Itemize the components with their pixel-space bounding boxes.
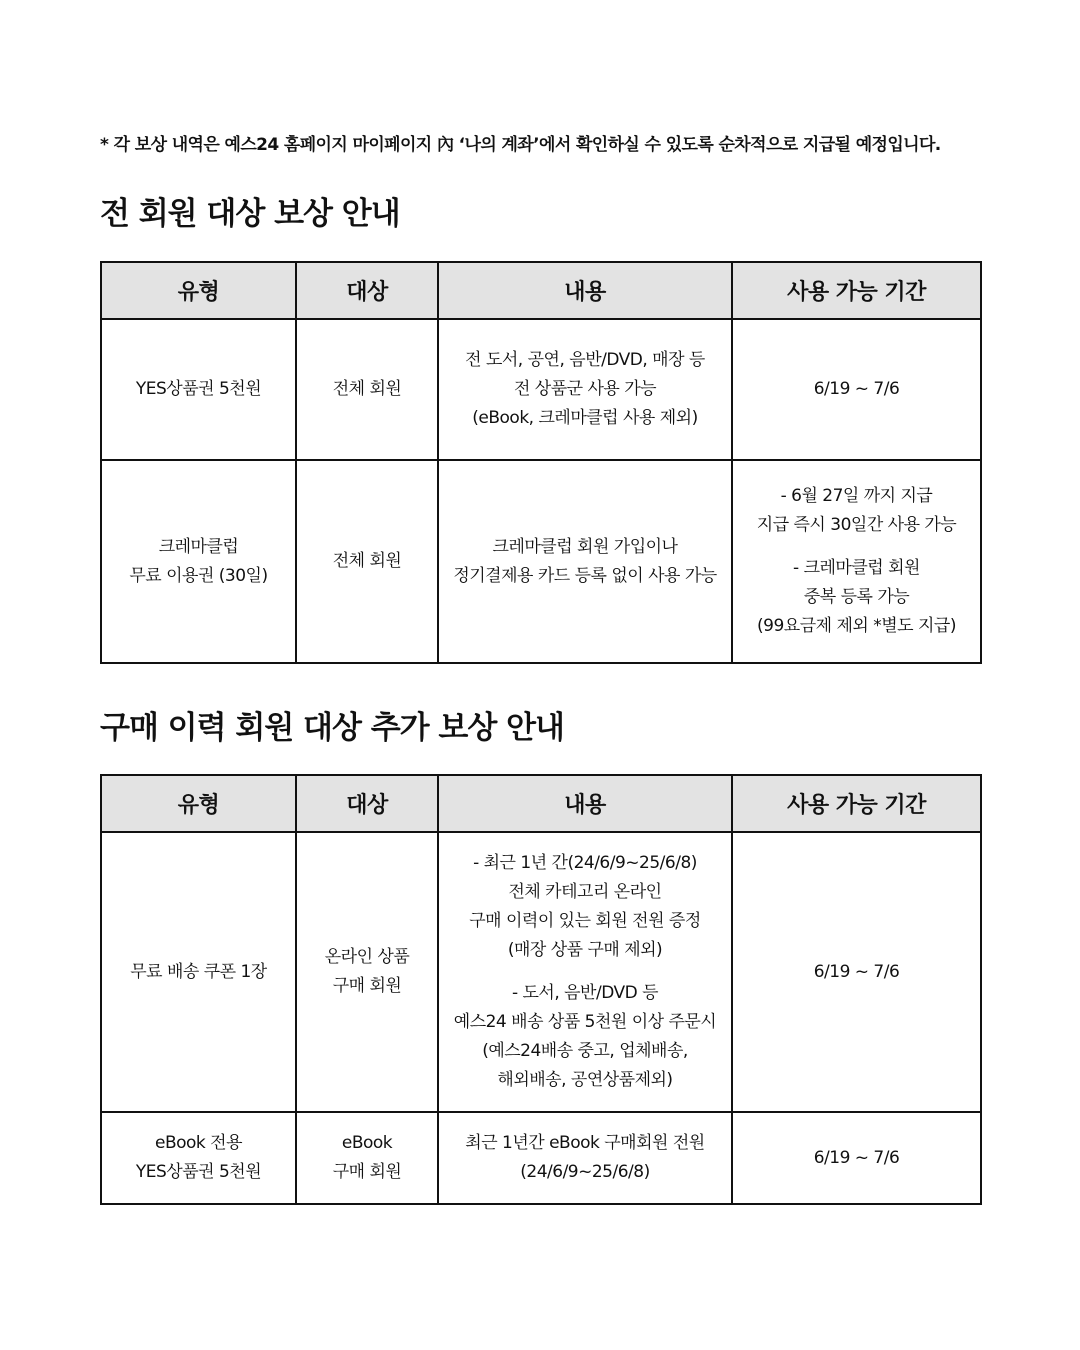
cell-text: 무료 이용권 (30일) <box>129 565 268 586</box>
cell-type <box>101 1112 296 1204</box>
cell-text: 지급 즉시 30일간 사용 가능 <box>756 515 957 535</box>
cell-text: (99요금제 제외 *별도 지급) <box>757 616 956 636</box>
table-header-row <box>101 775 981 832</box>
cell-text: 전 상품군 사용 가능 <box>513 379 657 399</box>
cell-text: - 최근 1년 간(24/6/9~25/6/8) <box>473 853 697 873</box>
table-row <box>101 319 981 460</box>
cell-text: 전 도서, 공연, 음반/DVD, 매장 등 <box>465 350 705 370</box>
cell-text: 해외배송, 공연상품제외) <box>497 1070 673 1090</box>
section-title-purchase-history: 구매 이력 회원 대상 추가 보상 안내 <box>100 710 564 746</box>
table-row <box>101 1112 981 1204</box>
cell-text: 구매 이력이 있는 회원 전원 증정 <box>469 911 701 931</box>
cell-period <box>732 460 981 663</box>
spacer <box>445 965 725 979</box>
table-row <box>101 832 981 1112</box>
cell-text: - 도서, 음반/DVD 등 <box>511 983 659 1003</box>
cell-target <box>296 319 438 460</box>
notice-text: * 각 보상 내역은 예스24 홈페이지 마이페이지 內 ‘나의 계좌’에서 확인하실 수 있도록 순차적으로 지급될 예정입니다. <box>100 135 941 155</box>
cell-text: 전체 회원 <box>332 551 402 571</box>
header-period: 사용 가능 기간 <box>732 262 981 319</box>
cell-text: (eBook, 크레마클럽 사용 제외) <box>472 408 698 428</box>
header-type: 유형 <box>101 775 296 832</box>
cell-text: 크레마클럽 <box>158 536 239 557</box>
cell-target <box>296 460 438 663</box>
cell-type <box>101 832 296 1112</box>
cell-text: (예스24배송 중고, 업체배송, <box>482 1041 688 1061</box>
header-target: 대상 <box>296 775 438 832</box>
cell-text: - 크레마클럽 회원 <box>793 558 920 578</box>
cell-text: eBook <box>341 1133 393 1153</box>
cell-text: 최근 1년간 eBook 구매회원 전원 <box>465 1133 705 1153</box>
spacer <box>739 540 974 554</box>
cell-text: - 6월 27일 까지 지급 <box>780 486 933 506</box>
header-type: 유형 <box>101 262 296 319</box>
cell-text: 6/19 ~ 7/6 <box>813 961 900 982</box>
cell-text: 구매 회원 <box>332 976 402 996</box>
table-row <box>101 460 981 663</box>
cell-text: YES상품권 5천원 <box>135 379 262 399</box>
table-header-row <box>101 262 981 319</box>
cell-content <box>438 460 732 663</box>
header-content: 내용 <box>438 775 732 832</box>
section-title-all-members: 전 회원 대상 보상 안내 <box>100 196 400 232</box>
cell-text: YES상품권 5천원 <box>135 1162 262 1182</box>
cell-text: 예스24 배송 상품 5천원 이상 주문시 <box>453 1012 717 1032</box>
cell-period <box>732 1112 981 1204</box>
compensation-table-purchase-history <box>100 774 982 1205</box>
cell-target <box>296 1112 438 1204</box>
cell-content <box>438 319 732 460</box>
compensation-table-all-members <box>100 261 982 664</box>
cell-text: 6/19 ~ 7/6 <box>813 1147 900 1168</box>
cell-text: (매장 상품 구매 제외) <box>507 940 663 960</box>
cell-text: 구매 회원 <box>332 1162 402 1182</box>
cell-text: 6/19 ~ 7/6 <box>813 379 900 399</box>
cell-content <box>438 832 732 1112</box>
cell-text: 온라인 상품 <box>324 947 410 967</box>
cell-text: 무료 배송 쿠폰 1장 <box>130 961 267 982</box>
cell-text: eBook 전용 <box>154 1133 243 1153</box>
cell-text: 크레마클럽 회원 가입이나 <box>492 536 678 557</box>
cell-type <box>101 319 296 460</box>
header-period: 사용 가능 기간 <box>732 775 981 832</box>
header-content: 내용 <box>438 262 732 319</box>
cell-period <box>732 832 981 1112</box>
cell-text: 정기결제용 카드 등록 없이 사용 가능 <box>453 565 717 586</box>
cell-content <box>438 1112 732 1204</box>
cell-period <box>732 319 981 460</box>
cell-text: 중복 등록 가능 <box>803 587 910 607</box>
cell-text: (24/6/9~25/6/8) <box>520 1162 650 1182</box>
cell-target <box>296 832 438 1112</box>
cell-text: 전체 회원 <box>332 379 402 399</box>
cell-text: 전체 카테고리 온라인 <box>508 882 662 902</box>
header-target: 대상 <box>296 262 438 319</box>
cell-type <box>101 460 296 663</box>
